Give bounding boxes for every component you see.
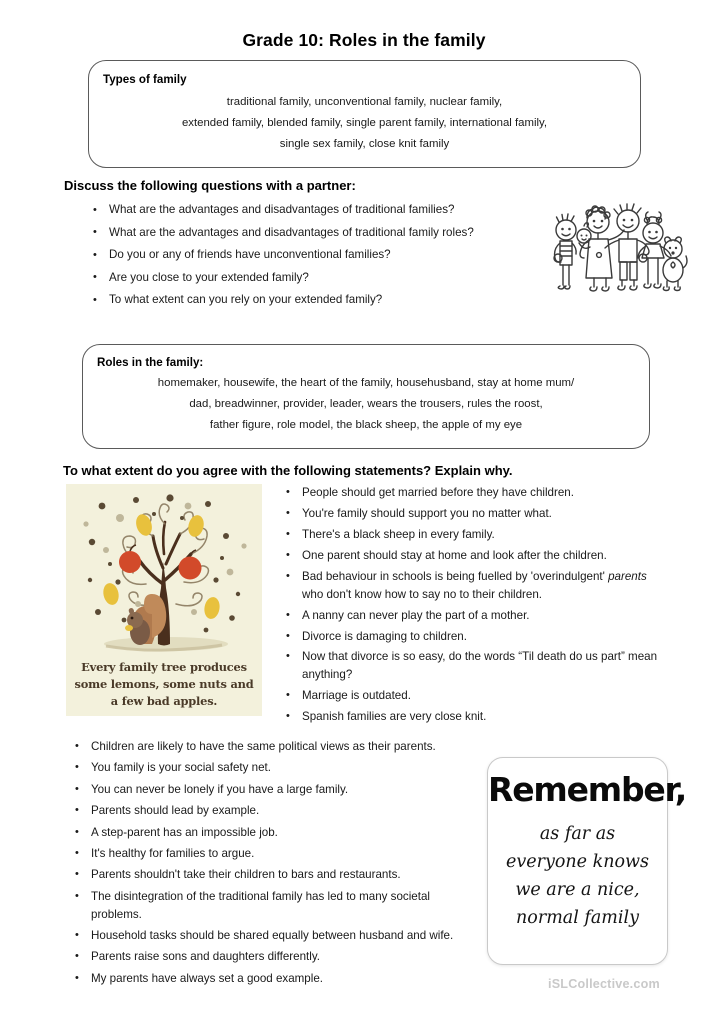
final-statements-list: [72, 738, 472, 991]
watermark: iSLCollective.com: [548, 977, 660, 991]
list-item: • What are the advantages and disadvantages of traditional family roles?: [90, 222, 530, 245]
list-item: • You family is your social safety net.: [72, 759, 472, 777]
list-item: • One parent should stay at home and look after the children.: [283, 547, 665, 565]
list-item: • People should get married before they have children.: [283, 484, 665, 502]
list-item: • Parents should lead by example.: [72, 802, 472, 820]
list-item: • It's healthy for families to argue.: [72, 845, 472, 863]
tree-caption-line: a few bad apples.: [110, 694, 218, 708]
statement-post: who don't know how to say no to their children.: [302, 587, 543, 601]
list-item: • Parents raise sons and daughters differently.: [72, 948, 472, 966]
roles-line: homemaker, housewife, the heart of the family, househusband, stay at home mum/: [157, 377, 575, 389]
types-line: traditional family, unconventional family, nuclear family,: [226, 96, 503, 108]
roles-in-family-box: [82, 344, 650, 449]
statement-emphasis: parents: [608, 569, 647, 583]
list-item: • Now that divorce is so easy, do the words “Til death do us part” mean anything?: [283, 648, 665, 683]
remember-line: normal family: [516, 908, 639, 928]
list-item: • Parents shouldn't take their children to bars and restaurants.: [72, 866, 472, 884]
statement-pre: Bad behaviour in schools is being fuelled by 'overindulgent': [302, 569, 609, 583]
stick-figure-family-illustration: [542, 196, 688, 304]
list-item: • Children are likely to have the same political views as their parents.: [72, 738, 472, 756]
list-item: • Household tasks should be shared equally between husband and wife.: [72, 927, 472, 945]
tree-caption: [66, 659, 262, 710]
page-title: Grade 10: Roles in the family: [242, 30, 486, 50]
discuss-heading: Discuss the following questions with a partner:: [64, 178, 356, 193]
types-of-family-box: [88, 60, 641, 168]
tree-caption-line: some lemons, some nuts and: [74, 677, 254, 691]
list-item: • My parents have always set a good example.: [72, 970, 472, 988]
list-item: • There's a black sheep in every family.: [283, 526, 665, 544]
list-item: • You can never be lonely if you have a large family.: [72, 781, 472, 799]
list-item: • Are you close to your extended family?: [90, 267, 530, 290]
discuss-questions-list: [90, 199, 530, 312]
tree-caption-line: Every family tree produces: [81, 660, 247, 674]
list-item: • A nanny can never play the part of a mother.: [283, 607, 665, 625]
remember-body: [496, 820, 659, 932]
list-item: • To what extent can you rely on your extended family?: [90, 289, 530, 312]
list-item: • Marriage is outdated.: [283, 687, 665, 705]
types-of-family-label: Types of family: [103, 73, 187, 86]
list-item: • A step-parent has an impossible job.: [72, 824, 472, 842]
remember-headline: Remember,: [488, 770, 687, 809]
list-item: • Spanish families are very close knit.: [283, 708, 665, 726]
list-item: • Do you or any of friends have unconventional families?: [90, 244, 530, 267]
list-item: • The disintegration of the traditional family has led to many societal problems.: [72, 888, 472, 924]
roles-line: father figure, role model, the black sheep, the apple of my eye: [209, 419, 523, 431]
remember-quote-box: [487, 757, 687, 965]
remember-line: we are a nice,: [515, 880, 640, 900]
list-item: • Divorce is damaging to children.: [283, 628, 665, 646]
roles-in-family-label: Roles in the family:: [97, 356, 204, 369]
types-line: single sex family, close knit family: [279, 138, 450, 150]
agree-statements-list: [283, 484, 665, 729]
roles-in-family-list: [93, 373, 639, 436]
types-line: extended family, blended family, single parent family, international family,: [181, 117, 548, 129]
remember-line: everyone knows: [506, 852, 649, 872]
list-item: • What are the advantages and disadvantages of traditional families?: [90, 199, 530, 222]
types-of-family-list: [99, 92, 630, 155]
roles-line: dad, breadwinner, provider, leader, wears the trousers, rules the roost,: [189, 398, 543, 410]
agree-heading: To what extent do you agree with the following statements? Explain why.: [63, 463, 513, 478]
list-item: [283, 568, 665, 603]
remember-line: as far as: [539, 824, 616, 844]
list-item: • You're family should support you no matter what.: [283, 505, 665, 523]
family-tree-illustration: [66, 484, 262, 716]
